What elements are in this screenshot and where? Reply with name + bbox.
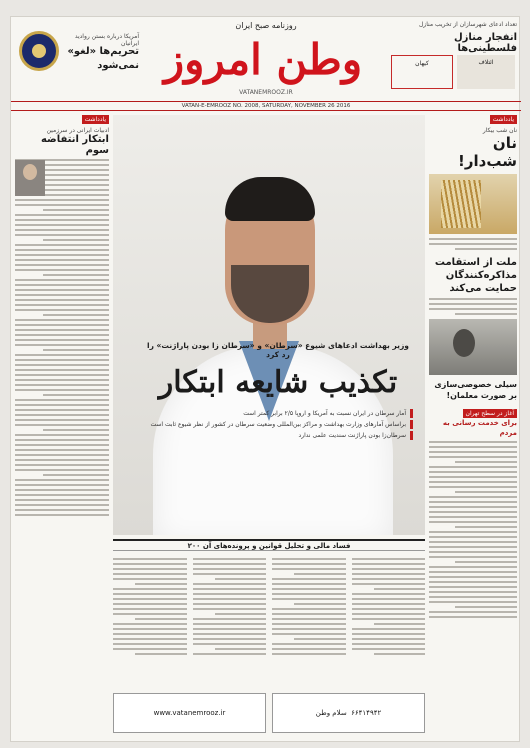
main-bullets [143,409,413,440]
right-column-tag: یادداشت [490,115,517,124]
dateline: VATAN-E-EMROOZ NO. 2008, SATURDAY, NOVEMBER 26 2016 [11,101,521,111]
right-teaser-headline: انفجار منازل فلسطینی‌ها [453,32,517,54]
contact-box [272,693,425,733]
bread-photo [429,174,517,234]
left-column-kicker: ادبیات ایرانی در سرزمین [46,127,109,134]
right-teaser-box-b: ائتلاف [457,55,515,89]
story4-headline: برای خدمت رسانی به مردم [442,419,517,437]
masthead-right-teaser [391,21,517,93]
main-photo [113,115,425,535]
masthead-subtitle: روزنامه صبح ایران [235,21,297,30]
masthead-left-teaser [15,21,141,91]
masthead [11,17,521,101]
bottom-headline: فساد مالی و تحلیل قوانین و پرونده‌های آن ۲۰۰ [113,539,425,551]
newspaper-page [10,16,520,742]
bottom-story [113,539,425,689]
left-column-tag: یادداشت [82,115,109,124]
us-seal-icon [19,31,59,71]
masthead-url: VATANEMROOZ.IR [239,89,293,96]
main-kicker: وزیر بهداشت ادعاهای شیوع «سرطان» و «سرطان زا بودن پاراژنت» را رد کرد [147,341,409,359]
main-bullet: آمار سرطان در ایران نسبت به آمریکا و اروپا ۲/۵ برابر کمتر است [143,409,413,418]
author-photo [15,160,45,196]
phone-number: ۶۶۴۱۴۹۴۲ [351,709,382,717]
website-url[interactable]: www.vatanemrooz.ir [113,693,266,733]
newspaper-logo: وطن امروز [163,35,363,84]
footer-contact [113,693,425,733]
right-teaser-box-a: کیهان [391,55,453,89]
left-teaser-kicker: آمریکا درباره بستن روادید ایرانیان [74,33,139,47]
left-column-body [15,159,109,516]
right-column [429,115,517,735]
main-bullet: سرطان‌زا بودن پاراژنت سندیت علمی ندارد [143,431,413,440]
main-bullet: براساس آمارهای وزارت بهداشت و مراکز بین‌المللی وضعیت سرطان در کشور از نظر شیوع ثابت است [143,420,413,429]
right-teaser-kicker: تعداد ادعای شهرسازان از تخریب منازل [418,21,517,28]
salam-vatan-label: سلام وطن [315,709,347,717]
story3-headline: سیلی خصوصی‌سازی بر صورت معلمان! [434,380,517,400]
story1-kicker: نان شب بیکار [482,127,517,134]
teacher-photo [429,319,517,375]
main-headline: تکذیب شایعه ابتکار [158,365,398,400]
left-column [15,115,109,735]
story4-tag: آغاز در سطح تهران [463,409,517,418]
main-story [143,341,413,442]
left-column-headline: ابتکار انتفاضه سوم [40,134,109,156]
story2-headline: ملت از استقامت مذاکره‌کنندگان حمایت می‌کند [434,257,517,294]
left-teaser-headline: تحریم‌ها «لغو» نمی‌شود [67,46,139,71]
story1-headline: نان شب‌دار! [458,134,517,170]
